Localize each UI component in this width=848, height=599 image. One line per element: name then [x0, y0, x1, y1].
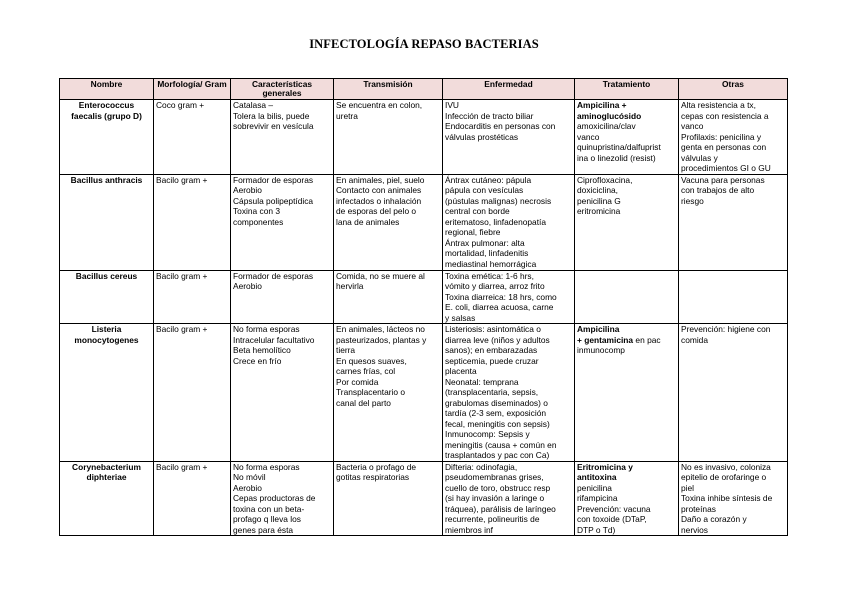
- cell-tratamiento: [575, 100, 679, 175]
- cell-enfermedad: [443, 324, 575, 462]
- cell-line: Prevención: vacuna: [577, 503, 651, 514]
- cell-nombre: [60, 100, 154, 175]
- cell-line: trasplantados y pac con Ca): [445, 450, 550, 460]
- cell-nombre: [60, 174, 154, 270]
- cell-line: No es invasivo, coloniza: [681, 461, 771, 472]
- cell-line: Toxina diarreica: 18 hrs, como: [445, 291, 557, 302]
- cell-line: toxina con un beta-: [233, 503, 305, 514]
- cell-line: componentes: [233, 216, 284, 227]
- cell-line: Formador de esporas: [233, 174, 314, 185]
- cell-line: En animales, lácteos no: [336, 324, 425, 334]
- cell-line-bold: Ampicilina +: [577, 100, 627, 110]
- table-row: [60, 461, 788, 536]
- cell-line: Prevención: higiene con: [681, 324, 771, 334]
- cell-line: piel: [681, 482, 695, 493]
- cell-transmision: [334, 461, 443, 536]
- cell-line: mediastinal hemorrágica: [445, 258, 537, 269]
- page-title: INFECTOLOGÍA REPASO BACTERIAS: [309, 37, 539, 51]
- cell-line: Ántrax cutáneo: pápula: [445, 174, 532, 185]
- header-transmision: Transmisión: [334, 79, 443, 100]
- cell-nombre: [60, 270, 154, 324]
- cell-line: rifampicina: [577, 493, 618, 503]
- cell-line: No móvil: [233, 472, 266, 482]
- cell-morfologia: [154, 174, 231, 270]
- cell-line: Coco gram +: [156, 100, 205, 110]
- cell-transmision: [334, 174, 443, 270]
- cell-line: lana de animales: [336, 216, 400, 227]
- cell-line: eritromicina: [577, 206, 621, 216]
- cell-line: Cápsula polipeptídica: [233, 195, 314, 206]
- cell-tratamiento: [575, 461, 679, 536]
- table-row: [60, 100, 788, 175]
- cell-line: meningitis (causa + común en: [445, 439, 557, 450]
- header-caracteristicas: Características generales: [231, 79, 334, 100]
- cell-line: pápula con vesículas: [445, 185, 524, 195]
- cell-line: genta en personas con: [681, 142, 767, 152]
- cell-caracteristicas: [231, 324, 334, 462]
- header-otras: Otras: [679, 79, 788, 100]
- cell-nombre: [60, 461, 154, 536]
- cell-line: Bacilo gram +: [156, 270, 208, 281]
- cell-transmision: [334, 270, 443, 324]
- cell-line: hervirla: [336, 281, 364, 291]
- cell-line: (si hay invasión a laringe o: [445, 493, 545, 503]
- cell-line: Ciprofloxacina,: [577, 174, 633, 185]
- cell-line: Bacilo gram +: [156, 461, 208, 472]
- cell-line: diphteriae: [86, 472, 127, 482]
- cell-line: genes para ésta: [233, 524, 294, 535]
- cell-line: de esporas del pelo o: [336, 206, 417, 216]
- bacteria-table: [59, 78, 788, 536]
- cell-line: No forma esporas: [233, 461, 300, 472]
- cell-line: penicilina G: [577, 195, 621, 206]
- cell-line: Comida, no se muere al: [336, 270, 425, 281]
- cell-line: monocytogenes: [74, 334, 139, 345]
- cell-otras: [679, 324, 788, 462]
- cell-line: septicemia, puede cruzar: [445, 355, 539, 366]
- cell-line: con trabajos de alto: [681, 185, 755, 195]
- header-enfermedad: Enfermedad: [443, 79, 575, 100]
- cell-line: gotitas respiratorias: [336, 472, 410, 482]
- header-tratamiento: Tratamiento: [575, 79, 679, 100]
- cell-line: Beta hemolítico: [233, 345, 291, 355]
- cell-line: mortalidad, linfadenitis: [445, 248, 529, 258]
- cell-line: válvulas prostéticas: [445, 131, 519, 142]
- cell-caracteristicas: [231, 100, 334, 175]
- cell-line: tierra: [336, 345, 356, 355]
- cell-line: Corynebacterium: [72, 461, 141, 472]
- cell-line: sanos); en embarazadas: [445, 345, 538, 355]
- cell-tratamiento: [575, 174, 679, 270]
- cell-line: profago q lleva los: [233, 514, 301, 524]
- cell-morfologia: [154, 270, 231, 324]
- cell-line: Listeriosis: asintomática o: [445, 324, 541, 334]
- cell-line-bold: aminoglucósido: [577, 110, 642, 121]
- cell-line: Contacto con animales: [336, 185, 422, 195]
- cell-tratamiento: [575, 324, 679, 462]
- cell-line: Profilaxis: penicilina y: [681, 131, 762, 142]
- cell-line: Inmunocomp: Sepsis y: [445, 429, 530, 439]
- cell-line: Bacillus anthracis: [70, 174, 143, 185]
- cell-morfologia: [154, 324, 231, 462]
- cell-enfermedad: [443, 461, 575, 536]
- cell-line: Bacteria o profago de: [336, 461, 417, 472]
- cell-enfermedad: [443, 174, 575, 270]
- cell-line-bold: antitoxina: [577, 472, 617, 482]
- cell-line: Intracelular facultativo: [233, 334, 315, 345]
- cell-line: Toxina emética: 1-6 hrs,: [445, 270, 534, 281]
- cell-caracteristicas: [231, 174, 334, 270]
- cell-otras: [679, 174, 788, 270]
- cell-line: Enterococcus: [78, 100, 135, 110]
- cell-line: central con borde: [445, 206, 510, 216]
- header-row: [60, 79, 788, 100]
- cell-enfermedad: [443, 100, 575, 175]
- cell-nombre: [60, 324, 154, 462]
- cell-line: Bacilo gram +: [156, 324, 208, 334]
- cell-line: pasteurizados, plantas y: [336, 334, 427, 345]
- cell-line: (pústulas malignas) necrosis: [445, 195, 552, 206]
- cell-line: Difteria: odinofagia,: [445, 461, 518, 472]
- cell-line: Bacilo gram +: [156, 174, 208, 185]
- cell-line: Listeria: [91, 324, 122, 334]
- cell-line: fecal, meningitis con sepsis): [445, 418, 550, 429]
- cell-line: Transplacentario o: [336, 387, 406, 397]
- cell-line: Endocarditis en personas con: [445, 121, 556, 131]
- cell-line: cuello de toro, obstrucc resp: [445, 482, 551, 493]
- cell-line: uretra: [336, 110, 358, 121]
- cell-line: Crece en frío: [233, 355, 282, 366]
- cell-line: miembros inf: [445, 524, 493, 535]
- cell-line: quinupristina/dalfuprist: [577, 142, 661, 152]
- cell-line: No forma esporas: [233, 324, 300, 334]
- cell-line: Formador de esporas: [233, 270, 314, 281]
- cell-line: diarrea leve (niños y adultos: [445, 334, 550, 345]
- cell-caracteristicas: [231, 270, 334, 324]
- cell-enfermedad: [443, 270, 575, 324]
- table-row: [60, 324, 788, 462]
- cell-line: Alta resistencia a tx,: [681, 100, 756, 110]
- cell-line: Bacillus cereus: [75, 270, 138, 281]
- cell-line: DTP o Td): [577, 524, 616, 535]
- cell-transmision: [334, 324, 443, 462]
- cell-line: amoxicilina/clav: [577, 121, 636, 131]
- cell-line: canal del parto: [336, 397, 391, 408]
- cell-line: Neonatal: temprana: [445, 376, 519, 387]
- cell-line: penicilina: [577, 482, 612, 493]
- cell-caracteristicas: [231, 461, 334, 536]
- cell-line: riesgo: [681, 195, 704, 206]
- header-morfologia: Morfología/ Gram: [154, 79, 231, 100]
- cell-line: y salsas: [445, 312, 476, 323]
- cell-line: Aerobio: [233, 281, 262, 291]
- cell-line: Vacuna para personas: [681, 174, 765, 185]
- cell-line-bold: Ampicilina: [577, 324, 620, 334]
- cell-line: faecalis (grupo D): [71, 110, 142, 121]
- table-row: [60, 174, 788, 270]
- cell-line: cepas con resistencia a: [681, 110, 769, 121]
- cell-line: eritematoso, linfadenopatía: [445, 216, 547, 227]
- cell-line: tráquea), parálisis de laríngeo: [445, 503, 556, 514]
- cell-line: vómito y diarrea, arroz frito: [445, 281, 545, 291]
- cell-line: con toxoide (DTaP,: [577, 514, 647, 524]
- cell-line: Daño a corazón y: [681, 514, 747, 524]
- cell-line: Infección de tracto biliar: [445, 110, 534, 121]
- cell-line: ina o linezolid (resist): [577, 152, 656, 163]
- cell-line: vanco: [577, 131, 600, 142]
- cell-line: tardía (2-3 sem, exposición: [445, 408, 547, 418]
- cell-otras: [679, 100, 788, 175]
- cell-line: nervios: [681, 524, 708, 535]
- cell-line: En quesos suaves,: [336, 355, 407, 366]
- cell-line: placenta: [445, 366, 477, 376]
- cell-line: Cepas productoras de: [233, 493, 316, 503]
- cell-line: Aerobio: [233, 482, 262, 493]
- cell-line: En animales, piel, suelo: [336, 174, 425, 185]
- cell-line: Ántrax pulmonar: alta: [445, 237, 525, 248]
- cell-otras: [679, 270, 788, 324]
- cell-line-bold: Eritromicina y: [577, 461, 633, 472]
- cell-line: recurrente, polineuritis de: [445, 514, 540, 524]
- cell-line: comida: [681, 334, 708, 345]
- cell-line: Toxina con 3: [233, 206, 281, 216]
- cell-line: regional, fiebre: [445, 227, 501, 237]
- cell-line: Por comida: [336, 376, 379, 387]
- cell-line: infectados o inhalación: [336, 195, 422, 206]
- cell-line: Toxina inhibe síntesis de: [681, 493, 773, 503]
- cell-line: pseudomembranas grises,: [445, 472, 544, 482]
- cell-line: válvulas y: [681, 152, 718, 163]
- cell-line: E. coli, diarrea acuosa, carne: [445, 302, 554, 312]
- cell-line: procedimientos GI o GU: [681, 163, 771, 173]
- cell-line: proteínas: [681, 503, 716, 514]
- cell-line: carnes frías, col: [336, 366, 396, 376]
- cell-line: sobrevivir en vesícula: [233, 121, 314, 131]
- cell-line: inmunocomp: [577, 345, 625, 355]
- cell-line: vanco: [681, 121, 704, 131]
- cell-line: epitelio de orofaringe o: [681, 472, 767, 482]
- cell-transmision: [334, 100, 443, 175]
- cell-line: (transplacentaria, sepsis,: [445, 387, 539, 397]
- cell-line: doxiciclina,: [577, 185, 618, 195]
- cell-otras: [679, 461, 788, 536]
- cell-tratamiento: [575, 270, 679, 324]
- table-row: [60, 270, 788, 324]
- cell-line: Se encuentra en colon,: [336, 100, 423, 110]
- cell-line: grabulomas diseminados) o: [445, 397, 548, 408]
- cell-line: Tolera la bilis, puede: [233, 110, 310, 121]
- header-nombre: Nombre: [60, 79, 154, 100]
- cell-line-bold: + gentamicina en pac: [577, 334, 661, 345]
- cell-line: Aerobio: [233, 185, 262, 195]
- cell-line: Catalasa –: [233, 100, 274, 110]
- cell-line: IVU: [445, 100, 459, 110]
- cell-morfologia: [154, 100, 231, 175]
- cell-morfologia: [154, 461, 231, 536]
